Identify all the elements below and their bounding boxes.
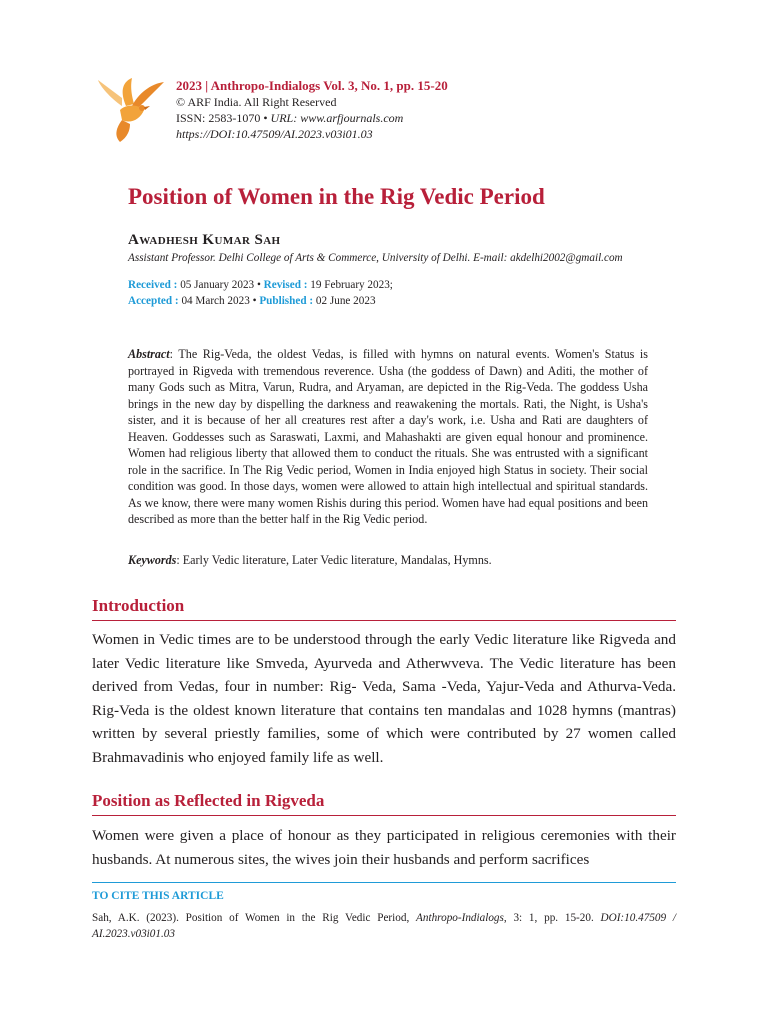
journal-citation-line: 2023 | Anthropo-Indialogs Vol. 3, No. 1, pp. 15-20 <box>176 78 448 93</box>
citation-divider <box>92 882 676 883</box>
bird-logo-icon <box>92 76 168 146</box>
revised-date: 19 February 2023; <box>310 279 393 291</box>
issn-text: ISSN: 2583-1070 • <box>176 111 268 125</box>
keywords-label: Keywords <box>128 553 177 567</box>
keywords <box>128 552 648 568</box>
date-separator: • <box>256 279 261 291</box>
doi-link[interactable]: https://DOI:10.47509/AI.2023.v03i01.03 <box>176 127 373 141</box>
position-paragraph: Women were given a place of honour as they participated in religious ceremonies with their husbands. At numerous sites, the wives join their husbands and perform sacrifices <box>92 827 676 868</box>
abstract-label: Abstract <box>128 347 170 361</box>
author-affiliation: Assistant Professor. Delhi College of Arts & Commerce, University of Delhi. E-mail: akdelhi2002@gmail.com <box>128 252 623 264</box>
revised-label: Revised : <box>263 279 308 291</box>
received-label: Received : <box>128 279 178 291</box>
accepted-date: 04 March 2023 <box>181 295 250 307</box>
journal-url-link[interactable]: URL: www.arfjournals.com <box>270 111 404 125</box>
citation-start: Sah, A.K. (2023). Position of Women in the Rig Vedic Period, <box>92 912 417 924</box>
copyright-line: © ARF India. All Right Reserved <box>176 95 337 109</box>
issn-url-line <box>176 110 696 126</box>
section-heading-introduction: Introduction <box>92 595 676 621</box>
dates-line-2 <box>128 293 393 309</box>
citation-text <box>92 910 676 942</box>
citation-heading: TO CITE THIS ARTICLE <box>92 890 224 902</box>
citation-journal: Anthropo-Indialogs <box>416 912 504 924</box>
author-name: Awadhesh Kumar Sah <box>128 232 281 248</box>
keywords-text: : Early Vedic literature, Later Vedic literature, Mandalas, Hymns. <box>176 553 492 567</box>
published-date: 02 June 2023 <box>315 295 376 307</box>
received-date: 05 January 2023 <box>180 279 255 291</box>
citation-doi[interactable]: DOI:10.47509 / AI.2023.v03i01.03 <box>92 912 676 940</box>
published-label: Published : <box>259 295 314 307</box>
article-dates <box>128 277 393 309</box>
article-title: Position of Women in the Rig Vedic Period <box>128 184 545 209</box>
citation-mid: , 3: 1, pp. 15-20. <box>503 912 601 924</box>
dates-line-1 <box>128 277 393 293</box>
abstract-text: : The Rig-Veda, the oldest Vedas, is filled with hymns on natural events. Women's Status is portrayed in Rigveda with tremendous reverence. Usha (the goddess of Dawn) and Aditi, the mother of many Gods such as Mitra, Varun, Rudra, and Aryaman, are depicted in the Rig-Veda. The goddess Usha brings in the new day by dispelling the darkness and reawakening the mortals. Rati, the Night, is Usha's sister, and it is because of her all creatures rest after a day's work, i.e. Usha and Rati are daughters of Heaven. Goddesses such as Saraswati, Laxmi, and Mahashakti are given equal honour and prominence. Women had religious liberty that allowed them to conduct the rituals. She was entrusted with a significant role in the sacrifice. In The Rig Vedic period, Women in India enjoyed high Status in society. Their social condition was good. In those days, women were allowed to attain high intellectual and spiritual standards. As we know, there were many women Rishis during this period. Women have had equal positions and been described as more than the better half in the Rig Vedic period. <box>128 347 648 526</box>
journal-header <box>176 78 696 142</box>
abstract <box>128 346 648 528</box>
accepted-label: Accepted : <box>128 295 179 307</box>
date-separator: • <box>252 295 257 307</box>
section-heading-position-rigveda: Position as Reflected in Rigveda <box>92 790 676 816</box>
introduction-paragraph: Women in Vedic times are to be understood through the early Vedic literature like Rigveda and later Vedic literature like Smveda, Ayurveda and Atherwveva. The Vedic literature has been derived from Vedas, four in number: Rig- Veda, Sama -Veda, Yajur-Veda and Athurva-Veda. Rig-Veda is the oldest known literature that contains ten mandalas and 1028 hymns (mantras) written by several priestly families, some of which were contributed by 27 women called Brahmavadinis who enjoyed family life as well. <box>92 631 676 766</box>
